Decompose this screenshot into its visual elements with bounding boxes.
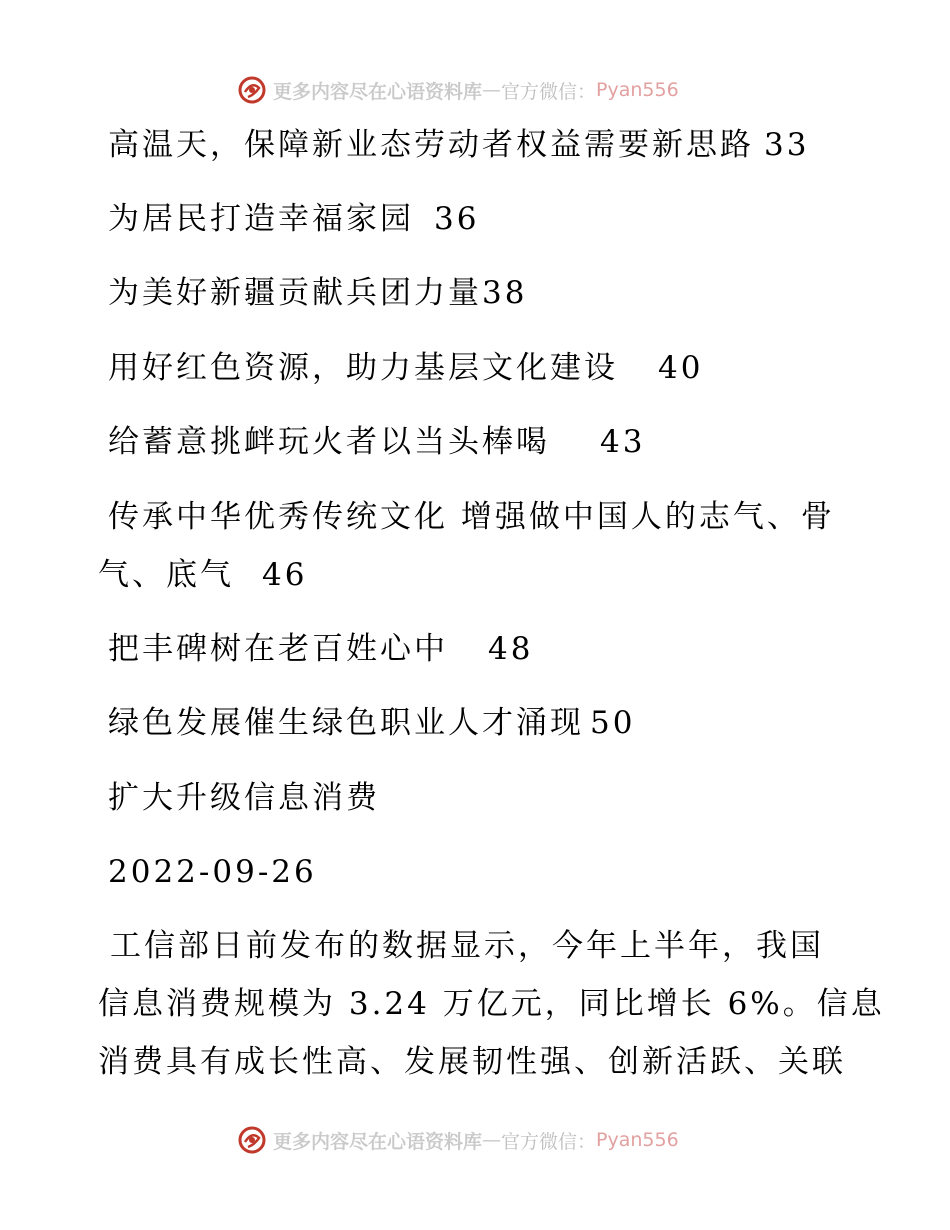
article-date: 2022-09-26 [108, 854, 317, 890]
toc-entry-page: 40 [658, 350, 704, 386]
toc-entry-page: 43 [600, 424, 646, 460]
toc-entry-page: 38 [482, 275, 528, 311]
red-swirl-logo-icon [237, 1125, 267, 1155]
toc-entry-page: 50 [590, 705, 636, 741]
watermark-dash: — [482, 79, 502, 101]
watermark-dash: — [482, 1129, 502, 1151]
watermark-wechat-id: Pyan556 [596, 1129, 679, 1151]
watermark-site-text: 更多内容尽在心语资料库 [273, 1130, 483, 1153]
article-body-line: 信息消费规模为 3.24 万亿元，同比增长 6%。信息 [98, 986, 885, 1022]
article-title: 扩大升级信息消费 [108, 780, 380, 816]
toc-entry-title: 把丰碑树在老百姓心中 [108, 631, 448, 667]
watermark-wechat-id: Pyan556 [596, 79, 679, 101]
toc-entry-title-line1: 传承中华优秀传统文化 增强做中国人的志气、骨 [108, 499, 835, 535]
toc-entry [108, 348, 703, 388]
toc-entry [108, 199, 479, 239]
article-body-line: 工信部日前发布的数据显示，今年上半年，我国 [110, 928, 824, 964]
red-swirl-logo-icon [237, 75, 267, 105]
article-body-line: 消费具有成长性高、发展韧性强、创新活跃、关联 [98, 1044, 846, 1080]
toc-entry [108, 273, 527, 313]
toc-entry-page: 33 [764, 127, 810, 163]
header-watermark [237, 70, 717, 110]
watermark-official-label: 官方微信： [501, 80, 597, 103]
watermark-official-label: 官方微信： [501, 1130, 597, 1153]
toc-entry [108, 703, 635, 743]
footer-watermark [237, 1120, 717, 1160]
toc-entry-title: 用好红色资源，助力基层文化建设 [108, 350, 618, 386]
toc-entry-page: 36 [434, 201, 480, 237]
toc-entry [108, 629, 533, 669]
toc-entry-title: 绿色发展催生绿色职业人才涌现 [108, 705, 584, 741]
toc-entry-title-line2: 气、底气 [98, 557, 234, 593]
toc-entry-title: 为美好新疆贡献兵团力量 [108, 275, 482, 311]
toc-entry-title: 为居民打造幸福家园 [108, 201, 414, 237]
toc-entry-page: 46 [262, 557, 308, 593]
toc-entry-title: 高温天，保障新业态劳动者权益需要新思路 [108, 127, 754, 163]
toc-entry [98, 555, 307, 595]
toc-entry [108, 125, 809, 165]
toc-entry [108, 422, 645, 462]
toc-entry-title: 给蓄意挑衅玩火者以当头棒喝 [108, 424, 550, 460]
watermark-site-text: 更多内容尽在心语资料库 [273, 80, 483, 103]
toc-entry-page: 48 [488, 631, 534, 667]
